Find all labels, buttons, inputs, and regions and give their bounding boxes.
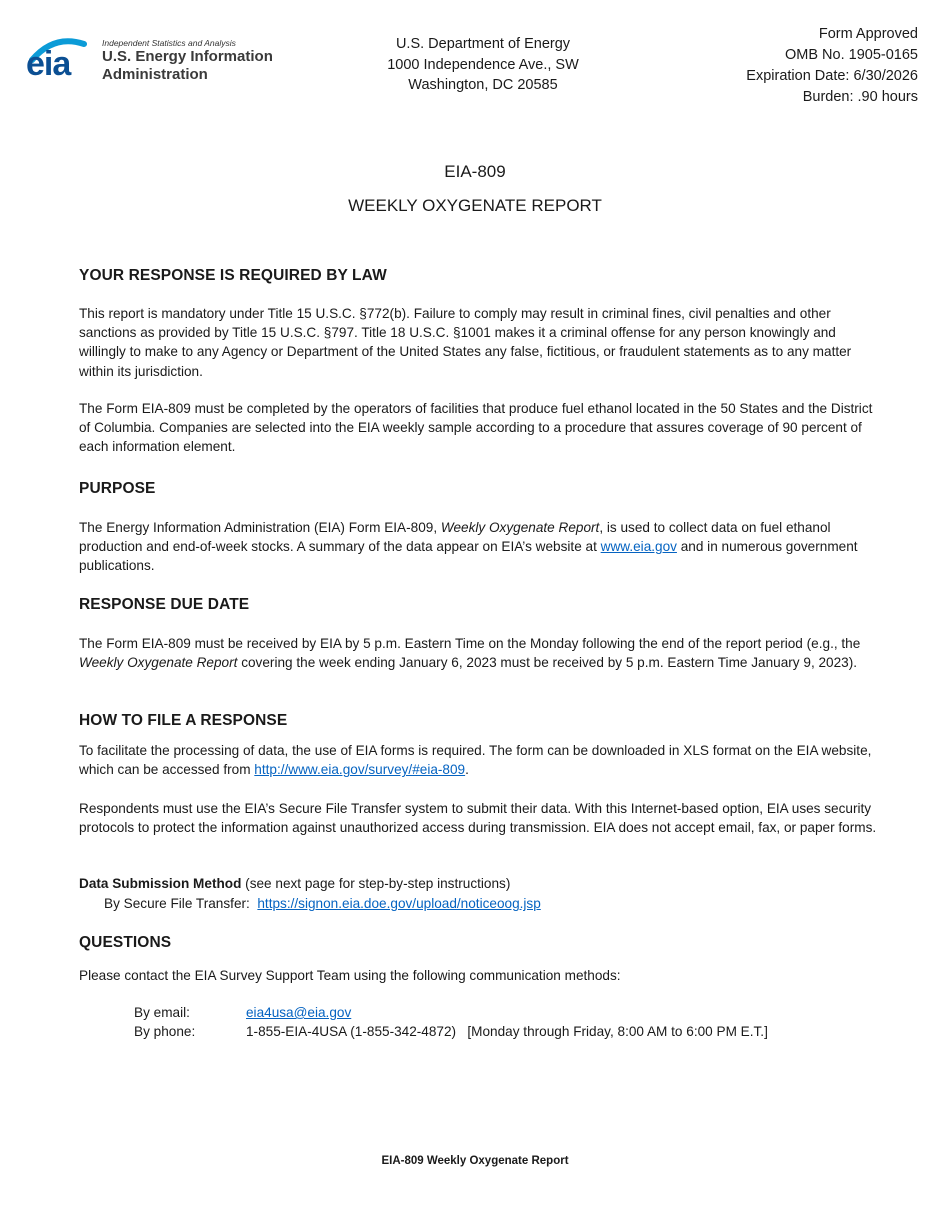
- purpose-text-c: and in numerous government publications.: [79, 539, 858, 574]
- purpose-report-name: Weekly Oxygenate Report: [440, 520, 600, 535]
- approval-block: [746, 24, 918, 108]
- purpose-paragraph: [79, 518, 879, 576]
- eia-logo: [24, 34, 294, 88]
- address-line3: Washington, DC 20585: [408, 77, 558, 93]
- due-date-paragraph: [79, 634, 879, 672]
- expiration-date: Expiration Date: 6/30/2026: [746, 68, 918, 84]
- address-line2: 1000 Independence Ave., SW: [387, 56, 579, 73]
- questions-intro: Please contact the EIA Survey Support Team using the following communication methods:: [79, 968, 621, 983]
- heading-purpose: PURPOSE: [79, 480, 156, 497]
- file-text-b: .: [465, 762, 469, 778]
- logo-name-line1: U.S. Energy Information: [102, 48, 273, 65]
- heading-how-to-file: HOW TO FILE A RESPONSE: [79, 712, 288, 729]
- file-paragraph-1: [79, 741, 879, 779]
- page-footer: EIA-809 Weekly Oxygenate Report: [381, 1155, 569, 1167]
- support-phone: 1-855-EIA-4USA (1-855-342-4872) [Monday through Friday, 8:00 AM to 6:00 PM E.T.]: [246, 1024, 768, 1039]
- due-text-b: covering the week ending January 6, 2023 must be received by 5 p.m. Eastern Time January 9, 2023).: [237, 655, 858, 671]
- form-title: WEEKLY OXYGENATE REPORT: [348, 196, 602, 215]
- secure-file-transfer-link[interactable]: https://signon.eia.doe.gov/upload/noticeoog.jsp: [257, 896, 541, 911]
- submission-method-label: Data Submission Method: [79, 876, 242, 891]
- purpose-text-a: The Energy Information Administration (EIA) Form EIA-809,: [79, 520, 441, 535]
- logo-name-line2: Administration: [102, 66, 208, 83]
- email-label: By email:: [134, 1005, 190, 1020]
- required-paragraph-1: This report is mandatory under Title 15 U.S.C. §772(b). Failure to comply may result in criminal fines, civil penalties and other sanctions as provided by Title 15 U.S.C. §797. Title 18 U.S.C. §1001 makes it a criminal offense for any person knowingly and willingly to make to any Agency or Department of the United States any false, fictitious, or fraudulent statements as to any matter within its jurisdiction.: [79, 306, 852, 379]
- heading-required: YOUR RESPONSE IS REQUIRED BY LAW: [79, 267, 387, 284]
- purpose-text-b: , is used to collect data on fuel ethanol production and end-of-week stocks. A summary of the data appear on EIA’s website at: [79, 520, 831, 555]
- logo-agency-name: [102, 48, 302, 84]
- support-email-link[interactable]: eia4usa@eia.gov: [246, 1005, 352, 1020]
- approval-line1: Form Approved: [818, 26, 918, 42]
- submission-method-note: (see next page for step-by-step instructions): [241, 876, 511, 891]
- phone-label: By phone:: [134, 1024, 196, 1039]
- form-code: EIA-809: [444, 162, 506, 181]
- due-report-name: Weekly Oxygenate Report: [79, 655, 238, 671]
- file-text-a: To facilitate the processing of data, the use of EIA forms is required. The form can be downloaded in XLS format on the EIA website, which can be accessed from: [79, 743, 872, 778]
- omb-number: OMB No. 1905-0165: [785, 47, 918, 63]
- eia-website-link[interactable]: www.eia.gov: [600, 539, 677, 555]
- sft-label: By Secure File Transfer:: [104, 896, 258, 911]
- submission-method: [79, 874, 879, 893]
- address-line1: U.S. Department of Energy: [395, 36, 571, 52]
- required-paragraph-2: The Form EIA-809 must be completed by the operators of facilities that produce fuel ethanol located in the 50 States and the District of Columbia. Companies are selected into the EIA weekly sample according to a procedure that assures coverage of 90 percent of each information element.: [79, 401, 873, 455]
- logo-tagline: Independent Statistics and Analysis: [102, 38, 236, 48]
- burden-hours: Burden: .90 hours: [802, 89, 918, 105]
- due-text-a: The Form EIA-809 must be received by EIA by 5 p.m. Eastern Time on the Monday following the end of the report period (e.g., the: [79, 636, 861, 651]
- agency-address: [330, 34, 636, 96]
- secure-file-transfer: [104, 894, 904, 913]
- eia-wordmark: eia: [26, 45, 71, 83]
- survey-form-link[interactable]: http://www.eia.gov/survey/#eia-809: [254, 762, 466, 778]
- file-paragraph-2: Respondents must use the EIA’s Secure File Transfer system to submit their data. With this Internet-based option, EIA uses security protocols to protect the information against unauthorized access during transmission. EIA does not accept email, fax, or paper forms.: [79, 801, 877, 836]
- heading-questions: QUESTIONS: [79, 934, 172, 951]
- heading-due-date: RESPONSE DUE DATE: [79, 596, 250, 613]
